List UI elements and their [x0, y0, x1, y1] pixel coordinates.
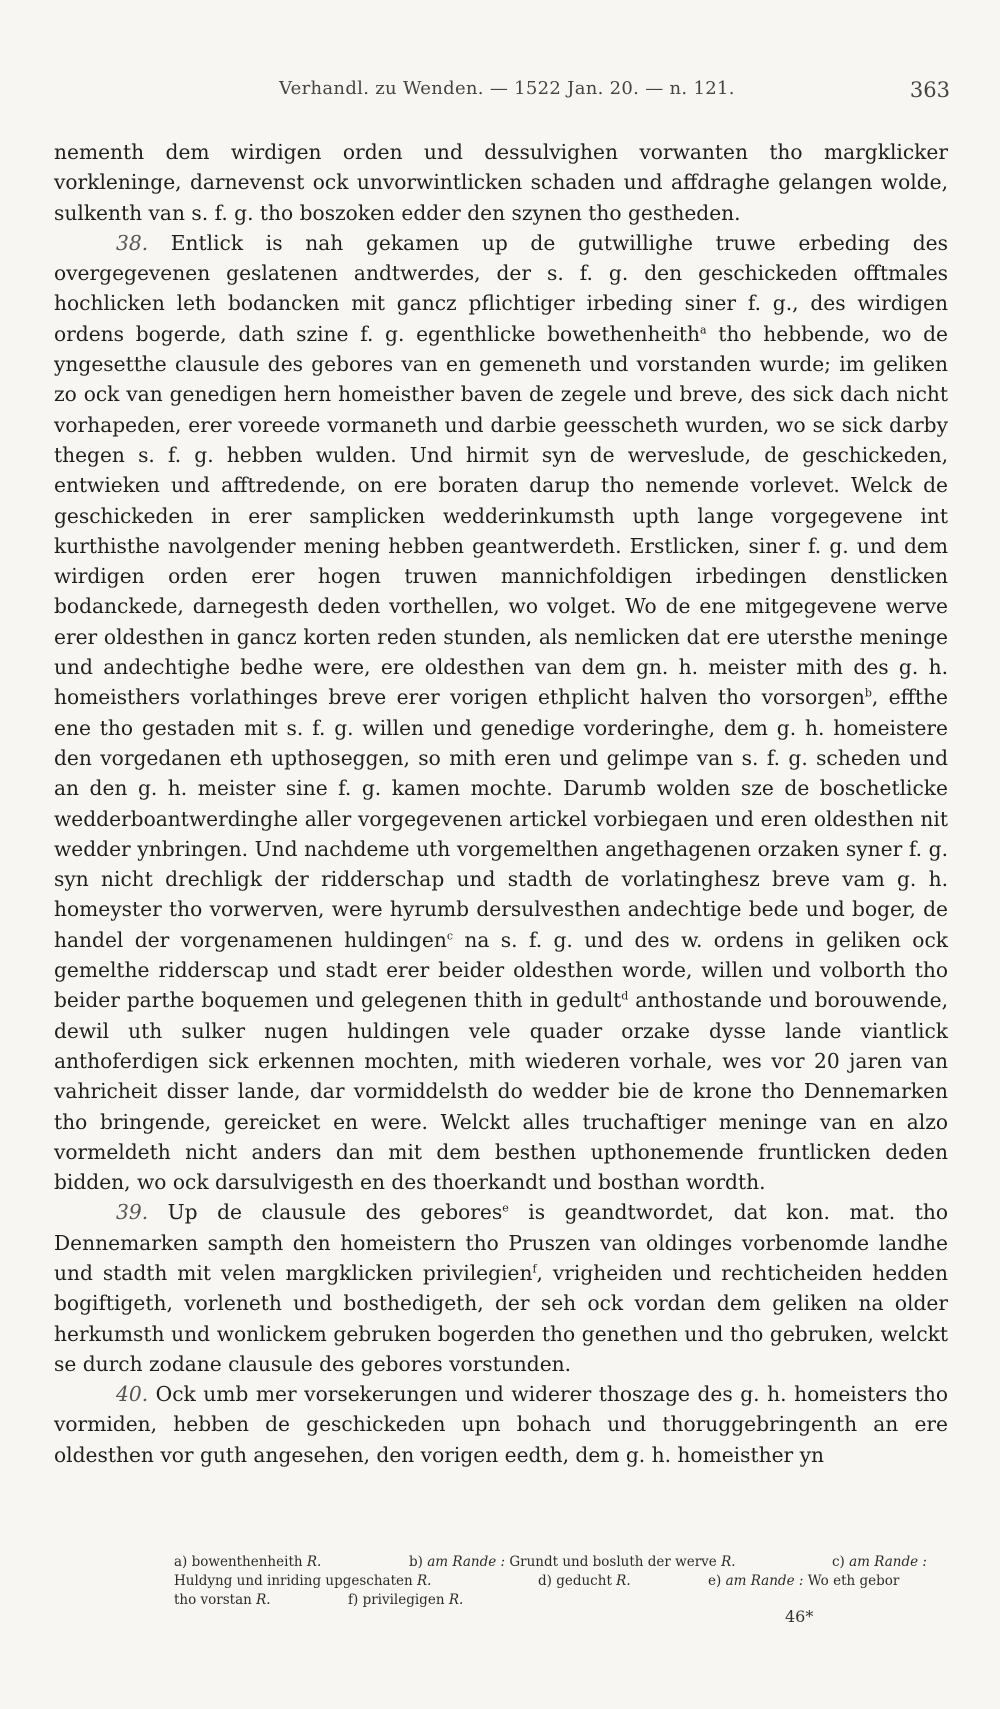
paragraph-text: Ock umb mer vorsekerungen und widerer thoszage des g. h. homeisters tho vormiden, hebben de geschickeden upn bohach und thoruggebringenth an ere oldesthen vor guth angesehen, den vorigen eedth, dem g. h. homeisther yn [54, 1382, 948, 1467]
footnote-line [174, 1572, 944, 1591]
paragraph-text: anthostande und borouwende, dewil uth sulker nugen huldingen vele quader orzake dysse lande viantlick anthoferdigen sick erkennen mochten, mith wiederen vorhale, wes vor 20 jaren van vahricheit disser lande, dar vormiddelsth do wedder bie de krone tho Dennemarken tho bringende, gereicket en were. Welckt alles truchaftiger meninge van en alzo vormeldeth nicht anders dan mit dem besthen upthonemende fruntlicken deden bidden, wo ock darsulvigesth en des thoerkandt und bosthan wordth. [54, 988, 948, 1195]
footnote-f: f) privilegigen R. [348, 1592, 464, 1608]
running-header [54, 78, 950, 108]
paragraph-text: na s. f. g. und des w. ordens in geliken ock gemelthe ridderscap und stadt erer beider oldesthen worde, willen und volborth tho beider parthe boquemen und gelegenen thith in gedult [54, 927, 948, 1013]
paragraph-text: , effthe ene tho gestaden mit s. f. g. willen und genedige vorderinghe, dem g. h. homeistere den vorgedanen eth upthoseggen, so mith eren und gelimpe van s. f. g. scheden und an den g. h. meister sine f. g. kamen mochte. Darumb wolden sze de boschetlicke wedderboantwerdinghe aller vorgegevenen artickel vorbiegaen und eren oldesthen nit wedder ynbringen. Und nachdeme uth vorgemelthen angethagenen orzaken syner f. g. syn nicht drechligk der ridderschap und stadth de vorlatinghesz breve vam g. h. homeyster tho vorwerven, were hyrumb dersulvesthen andechtige bede und boger, de handel der vorgenamenen huldingen [54, 685, 949, 952]
footnote-ref: e [502, 1201, 509, 1215]
footnotes [174, 1553, 944, 1610]
paragraph-text: is geandtwordet, dat kon. mat. tho Dennemarken sampth den homeistern tho Pruszen van oldinges vorbenomde landhe und stadth mit velen margklicken privilegien [54, 1200, 949, 1285]
footnote-c: Huldyng und inriding upgeschaten R. [174, 1573, 432, 1589]
running-title: Verhandl. zu Wenden. — 1522 Jan. 20. — n. 121. [279, 78, 735, 99]
footnote-ref: b [864, 686, 872, 700]
footnote-ref: f [532, 1262, 537, 1276]
paragraph-text: Entlick is nah gekamen up de gutwillighe truwe erbeding des overgegevenen geslatenen andtwerdes, der s. f. g. den geschickeden offtmales hochlicken leth bodancken mit gancz pflichtiger irbeding siner f. g., des wirdigen ordens bogerde, dath szine f. g. egenthlicke bowethenheith [54, 230, 948, 346]
paragraph-continuation [54, 137, 948, 228]
footnote-ref: d [621, 989, 629, 1003]
paragraph-number: 38. [116, 230, 149, 255]
page-number: 363 [909, 78, 950, 102]
footnote-a: a) bowenthenheith R. [174, 1554, 322, 1570]
paragraph-text: tho hebbende, wo de yngesetthe clausule des gebores van en gemeneth und vorstanden wurde; im geliken zo ock van genedigen hern homeisther baven de zegele und breve, des sick dach nicht vorhapeden, erer voreede vormaneth und darbie geesscheth wurden, wo se sick darby thegen s. f. g. hebben wulden. Und hirmit syn de werveslude, de geschickeden, entwieken und afftredende, on ere boraten darup tho nemende vorlevet. Welck de geschickeden in erer samplicken wedderinkumsth upth lange vorgegevene int kurthisthe navolgender mening hebben geantwerdeth. Erstlicken, siner f. g. und dem wirdigen orden erer hogen truwen mannichfoldigen irbedingen denstlicken bodanckede, darnegesth deden vorthellen, wo volget. Wo de ene mitgegevene werve erer oldesthen in gancz korten reden stunden, als nemlicken dat ere utersthe meninge und andechtighe bedhe were, ere oldesthen van dem gn. h. meister mith des g. h. homeisthers vorlathinges breve erer vorigen ethplicht halven tho vorsorgen [54, 321, 948, 710]
footnote-e: e) am Rande : Wo eth gebor [708, 1573, 900, 1589]
footnote-line [174, 1591, 944, 1610]
footnote-b: b) am Rande : Grundt und bosluth der werve R. [409, 1554, 736, 1570]
paragraph-text: , vrigheiden und rechticheiden hedden bogiftigeth, vorleneth und bosthedigeth, der seh ock vordan dem geliken na older herkumsth und wonlickem gebruken bogerden tho genethen und tho gebruken, welckt se durch zodane clausule des gebores vorstunden. [54, 1260, 948, 1376]
main-text [54, 137, 948, 1470]
paragraph-text: nementh dem wirdigen orden und dessulvighen vorwanten tho margklicker vorkleninge, darnevenst ock unvorwintlicken schaden und affdraghe gelangen wolde, sulkenth van s. f. g. tho boszoken edder den szynen tho gestheden. [54, 140, 948, 225]
paragraph-39 [54, 1197, 948, 1379]
paragraph-text: Up de clausule des gebores [167, 1200, 503, 1225]
footnote-ref: a [700, 323, 707, 337]
footnote-ref: c [446, 928, 454, 942]
paragraph-number: 40. [116, 1382, 149, 1407]
footnote-line [174, 1553, 944, 1572]
paragraph-number: 39. [116, 1200, 149, 1225]
signature-mark: 46* [785, 1607, 814, 1626]
footnote-d: d) geducht R. [538, 1573, 631, 1589]
paragraph-38 [54, 228, 948, 1198]
footnote-c-start: c) am Rande : [832, 1554, 927, 1570]
footnote-e-cont: tho vorstan R. [174, 1592, 271, 1608]
paragraph-40 [54, 1379, 948, 1470]
